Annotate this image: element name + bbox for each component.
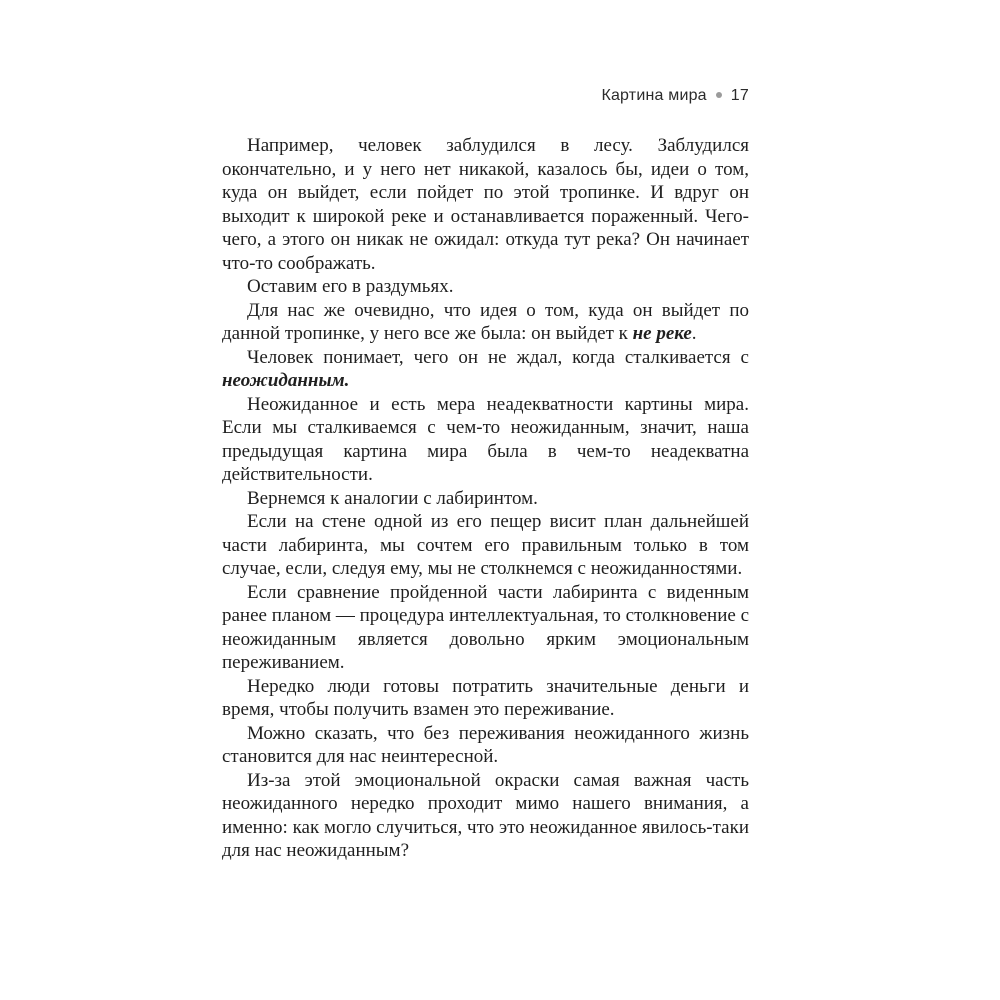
body-text [222,134,749,863]
text-run: Из-за этой эмоциональной окраски самая важная часть неожиданного нередко проходит мимо нашего внимания, а именно: как могло случиться, что это неожиданное явилось-таки для нас неожиданным? [222,769,749,861]
dot-separator-icon [716,92,722,98]
paragraph [222,510,749,581]
chapter-title: Картина мира [601,87,707,104]
paragraph [222,134,749,275]
emphasis-text: неожиданным. [222,370,350,391]
paragraph [222,393,749,487]
paragraph [222,675,749,722]
paragraph [222,299,749,346]
text-run: Если на стене одной из его пещер висит план дальнейшей части лабиринта, мы сочтем его правильным только в том случае, если, следуя ему, мы не столкнемся с неожиданностями. [222,511,749,579]
paragraph [222,275,749,299]
paragraph [222,769,749,863]
text-run: Неожиданное и есть мера неадекватности картины мира. Если мы сталкиваемся с чем-то неожиданным, значит, наша предыдущая картина мира была в чем-то неадекватна действительности. [222,393,749,485]
text-run: . [691,323,697,344]
page-number: 17 [730,87,749,104]
paragraph [222,487,749,511]
text-run: Нередко люди готовы потратить значительные деньги и время, чтобы получить взамен это переживание. [222,675,749,720]
emphasis-text: не реке [632,323,692,344]
text-run: Если сравнение пройденной части лабиринта с виденным ранее планом — процедура интеллектуальная, то столкновение с неожиданным является довольно ярким эмоциональным переживанием. [222,581,749,673]
paragraph [222,346,749,393]
text-run: Оставим его в раздумьях. [247,276,454,297]
text-run: Вернемся к аналогии с лабиринтом. [247,487,538,509]
text-column [222,86,749,863]
running-header [222,86,749,106]
text-run: Например, человек заблудился в лесу. Заблудился окончательно, и у него нет никакой, казалось бы, идеи о том, куда он выйдет, если пойдет по этой тропинке. И вдруг он выходит к широкой реке и останавливается пораженный. Чего-чего, а этого он никак не ожидал: откуда тут река? Он начинает что-то соображать. [222,135,749,274]
paragraph [222,581,749,675]
text-run: Человек понимает, чего он не ждал, когда сталкивается с [247,346,749,368]
text-run: Можно сказать, что без переживания неожиданного жизнь становится для нас неинтересной. [222,722,749,767]
text-run: Для нас же очевидно, что идея о том, куда он выйдет по данной тропинке, у него все же была: он выйдет к [222,299,749,344]
paragraph [222,722,749,769]
